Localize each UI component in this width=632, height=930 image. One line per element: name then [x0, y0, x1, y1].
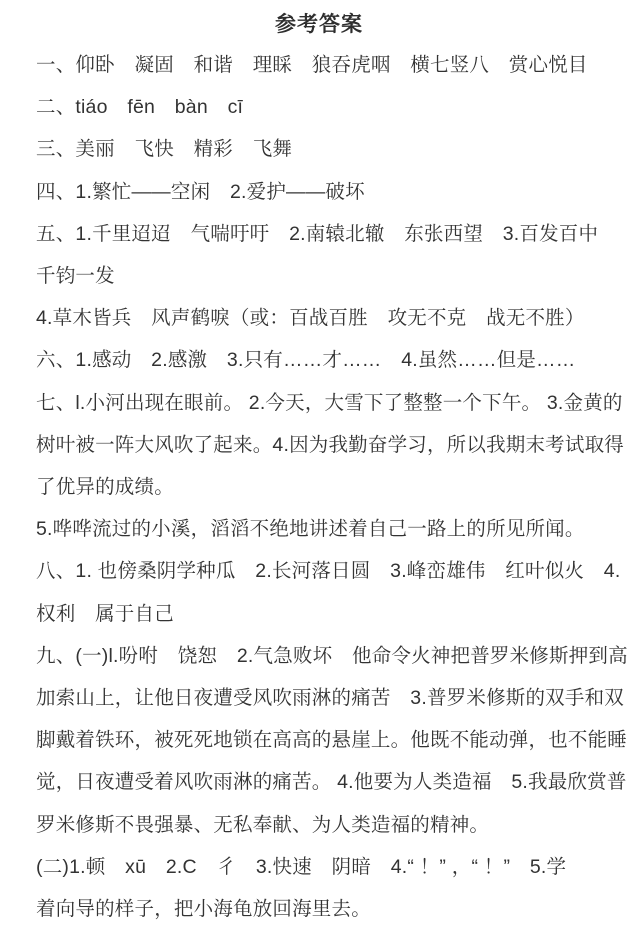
answer-line-3: 三、美丽 飞快 精彩 飞舞	[36, 138, 293, 161]
answer-line-7: 4.草木皆兵 风声鹤唳（或：百战百胜 攻无不克 战无不胜）	[36, 307, 585, 330]
answer-line-12: 5.哗哗流过的小溪，滔滔不绝地讲述着自己一路上的所见所闻。	[36, 518, 585, 541]
answer-line-19: 罗米修斯不畏强暴、无私奉献、为人类造福的精神。	[36, 813, 490, 836]
answer-line-20: (二)1.顿 xū 2.C 彳 3.快速 阴暗 4.“ ！” ，“ ！” 5.学	[36, 855, 567, 878]
answer-lines	[36, 44, 628, 930]
answer-line-16: 加索山上，让他日夜遭受风吹雨淋的痛苦 3.普罗米修斯的双手和双	[36, 687, 624, 710]
answer-line-21: 着向导的样子，把小海龟放回海里去。	[36, 898, 371, 921]
answer-line-8: 六、1.感动 2.感激 3.只有……才…… 4.虽然……但是……	[36, 349, 576, 372]
answer-line-14: 权利 属于自己	[36, 602, 174, 625]
answer-line-18: 觉，日夜遭受着风吹雨淋的痛苦。 4.他要为人类造福 5.我最欣赏普	[36, 771, 627, 794]
answer-line-10: 树叶被一阵大风吹了起来。4.因为我勤奋学习，所以我期末考试取得	[36, 433, 624, 456]
answer-line-13: 八、1. 也傍桑阴学种瓜 2.长河落日圆 3.峰峦雄伟 红叶似火 4.	[36, 560, 621, 583]
answer-line-11: 了优异的成绩。	[36, 476, 174, 499]
answer-line-9: 七、l.小河出现在眼前。 2.今天，大雪下了整整一个下午。 3.金黄的	[36, 391, 623, 414]
answer-line-1: 一、仰卧 凝固 和谐 理睬 狼吞虎咽 横七竖八 赏心悦目	[36, 54, 588, 76]
answer-line-4: 四、1.繁忙——空闲 2.爱护——破坏	[36, 180, 365, 203]
answer-line-6: 千钧一发	[36, 265, 115, 288]
answer-line-5: 五、1.千里迢迢 气喘吁吁 2.南辕北辙 东张西望 3.百发百中	[36, 222, 599, 245]
answer-line-15: 九、(一)l.吩咐 饶恕 2.气急败坏 他命令火神把普罗米修斯押到高	[36, 644, 628, 667]
page-title: 参考答案	[275, 13, 363, 36]
answer-line-17: 脚戴着铁环，被死死地锁在高高的悬崖上。他既不能动弹，也不能睡	[36, 729, 628, 752]
answer-line-2: 二、tiáo fēn bàn cī	[36, 96, 244, 119]
